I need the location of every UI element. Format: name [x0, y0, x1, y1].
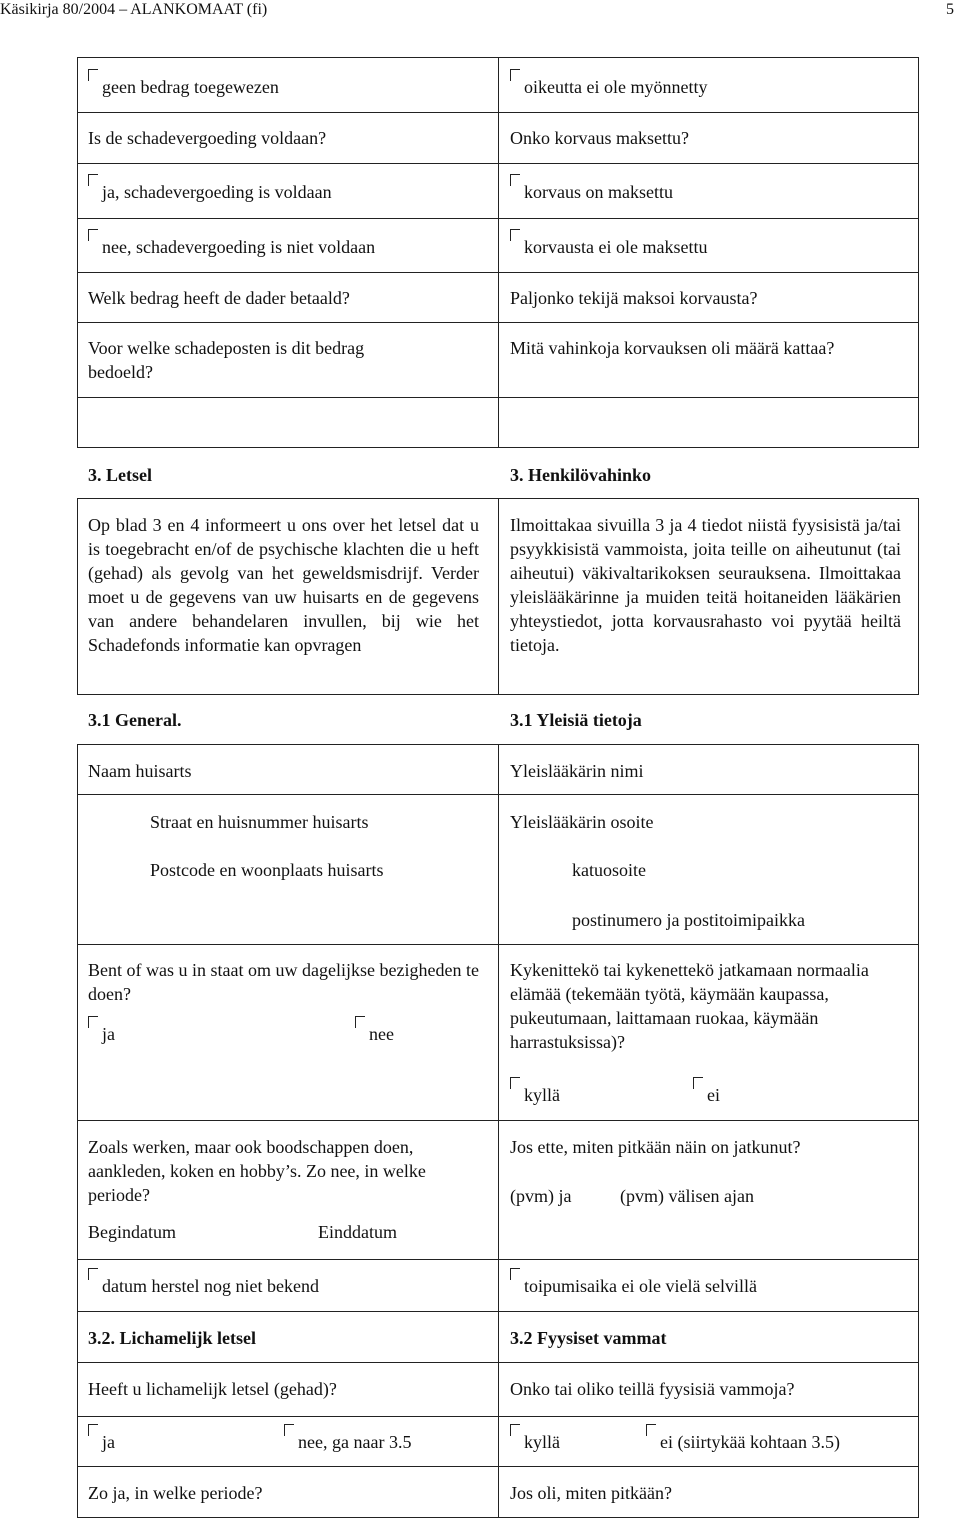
nl-physical-no-option[interactable]: nee, ga naar 3.5: [284, 1430, 411, 1454]
nl-daily-no-option[interactable]: nee: [355, 1022, 394, 1046]
page-header-title: Käsikirja 80/2004 – ALANKOMAAT (fi): [0, 1, 268, 18]
checkbox-icon[interactable]: [284, 1424, 294, 1436]
nl-no-amount-option[interactable]: geen bedrag toegewezen: [88, 75, 279, 99]
nl-section-title: 3. Letsel: [88, 465, 152, 485]
checkbox-icon[interactable]: [88, 174, 98, 186]
nl-damage-items-question: Voor welke schadeposten is dit bedrag bedoeld?: [88, 338, 365, 382]
nl-physical-yes-option[interactable]: ja: [88, 1430, 115, 1454]
fi-end-date-field[interactable]: (pvm) välisen ajan: [620, 1186, 754, 1206]
nl-intro-paragraph: Op blad 3 en 4 informeert u ons over het letsel dat u is toegebracht en/of de psychische klachten die u heft (gehad) als gevolg van het geweldsmisdrijf. Verder moet u de gegevens van uw huisarts en de gegevens van andere behandelaren invullen, bij wie het Schadefonds informatie kan opvragen: [88, 515, 479, 655]
fi-section-title: 3. Henkilövahinko: [510, 465, 652, 485]
fi-intro-paragraph: Ilmoittakaa sivuilla 3 ja 4 tiedot niistä fyysisistä ja/tai psyykkisistä vammoista, joita teille on aiheutunut (tai aiheutui) väkivaltarikoksen seurauksena. Ilmoittakaa yleislääkärinne ja muiden teitä hoitaneiden lääkärien yhteystiedot, jotta korvausrahasto voi pyytää heiltä tietoja.: [510, 515, 901, 655]
fi-daily-activities-question: Kykenittekö tai kykenettekö jatkamaan normaalia elämää (tekemään työtä, käymään kaupassa, pukeutumaan, laittamaan ruokaa, käymään harrastuksissa)?: [510, 960, 869, 1052]
checkbox-icon[interactable]: [510, 1268, 520, 1280]
page-number: 5: [946, 1, 954, 18]
fi-compensation-paid-question: Onko korvaus maksettu?: [510, 128, 689, 148]
nl-recovery-unknown-option[interactable]: datum herstel nog niet bekend: [88, 1274, 319, 1298]
fi-gp-name-field[interactable]: Yleislääkärin nimi: [510, 761, 644, 781]
fi-subsection-general: 3.1 Yleisiä tietoja: [510, 710, 642, 730]
nl-period-question: Zo ja, in welke periode?: [88, 1483, 263, 1503]
fi-gp-address-label: Yleislääkärin osoite: [510, 812, 654, 832]
nl-compensation-paid-question: Is de schadevergoeding voldaan?: [88, 128, 327, 148]
fi-not-paid-option[interactable]: korvausta ei ole maksettu: [510, 235, 707, 259]
fi-no-amount-option[interactable]: oikeutta ei ole myönnetty: [510, 75, 707, 99]
fi-gp-postcode-field[interactable]: postinumero ja postitoimipaikka: [572, 910, 805, 930]
nl-daily-yes-option[interactable]: ja: [88, 1022, 115, 1046]
fi-damage-items-question: Mitä vahinkoja korvauksen oli määrä kattaa?: [510, 338, 835, 358]
fi-subsection-physical: 3.2 Fyysiset vammat: [510, 1328, 667, 1348]
nl-amount-question: Welk bedrag heeft de dader betaald?: [88, 288, 350, 308]
checkbox-icon[interactable]: [510, 1424, 520, 1436]
fi-daily-yes-option[interactable]: kyllä: [510, 1083, 560, 1107]
nl-subsection-physical: 3.2. Lichamelijk letsel: [88, 1328, 256, 1348]
checkbox-icon[interactable]: [693, 1077, 703, 1089]
checkbox-icon[interactable]: [355, 1016, 365, 1028]
nl-gp-street-field[interactable]: Straat en huisnummer huisarts: [150, 812, 369, 832]
nl-end-date-field[interactable]: Einddatum: [318, 1222, 397, 1242]
checkbox-icon[interactable]: [88, 1268, 98, 1280]
fi-daily-no-option[interactable]: ei: [693, 1083, 720, 1107]
nl-subsection-general: 3.1 General.: [88, 710, 182, 730]
nl-daily-activities-question: Bent of was u in staat om uw dagelijkse bezigheden te doen?: [88, 960, 479, 1004]
checkbox-icon[interactable]: [510, 174, 520, 186]
fi-recovery-unknown-option[interactable]: toipumisaika ei ole vielä selvillä: [510, 1274, 757, 1298]
nl-examples-text: Zoals werken, maar ook boodschappen doen, aankleden, koken en hobby’s. Zo nee, in welke periode?: [88, 1137, 426, 1205]
checkbox-icon[interactable]: [510, 229, 520, 241]
fi-amount-question: Paljonko tekijä maksoi korvausta?: [510, 288, 758, 308]
fi-paid-option[interactable]: korvaus on maksettu: [510, 180, 673, 204]
checkbox-icon[interactable]: [88, 69, 98, 81]
nl-gp-postcode-field[interactable]: Postcode en woonplaats huisarts: [150, 860, 384, 880]
fi-physical-yes-option[interactable]: kyllä: [510, 1430, 560, 1454]
checkbox-icon[interactable]: [88, 1424, 98, 1436]
nl-not-paid-option[interactable]: nee, schadevergoeding is niet voldaan: [88, 235, 375, 259]
checkbox-icon[interactable]: [88, 1016, 98, 1028]
nl-physical-injury-question: Heeft u lichamelijk letsel (gehad)?: [88, 1379, 337, 1399]
fi-physical-injury-question: Onko tai oliko teillä fyysisiä vammoja?: [510, 1379, 795, 1399]
checkbox-icon[interactable]: [510, 1077, 520, 1089]
fi-examples-text: Jos ette, miten pitkään näin on jatkunut?: [510, 1137, 801, 1157]
checkbox-icon[interactable]: [88, 229, 98, 241]
nl-begin-date-field[interactable]: Begindatum: [88, 1222, 176, 1242]
nl-paid-option[interactable]: ja, schadevergoeding is voldaan: [88, 180, 332, 204]
checkbox-icon[interactable]: [510, 69, 520, 81]
fi-period-question: Jos oli, miten pitkään?: [510, 1483, 672, 1503]
nl-gp-name-field[interactable]: Naam huisarts: [88, 761, 192, 781]
fi-physical-no-option[interactable]: ei (siirtykää kohtaan 3.5): [646, 1430, 840, 1454]
checkbox-icon[interactable]: [646, 1424, 656, 1436]
fi-start-date-field[interactable]: (pvm) ja: [510, 1186, 572, 1206]
fi-gp-street-field[interactable]: katuosoite: [572, 860, 646, 880]
